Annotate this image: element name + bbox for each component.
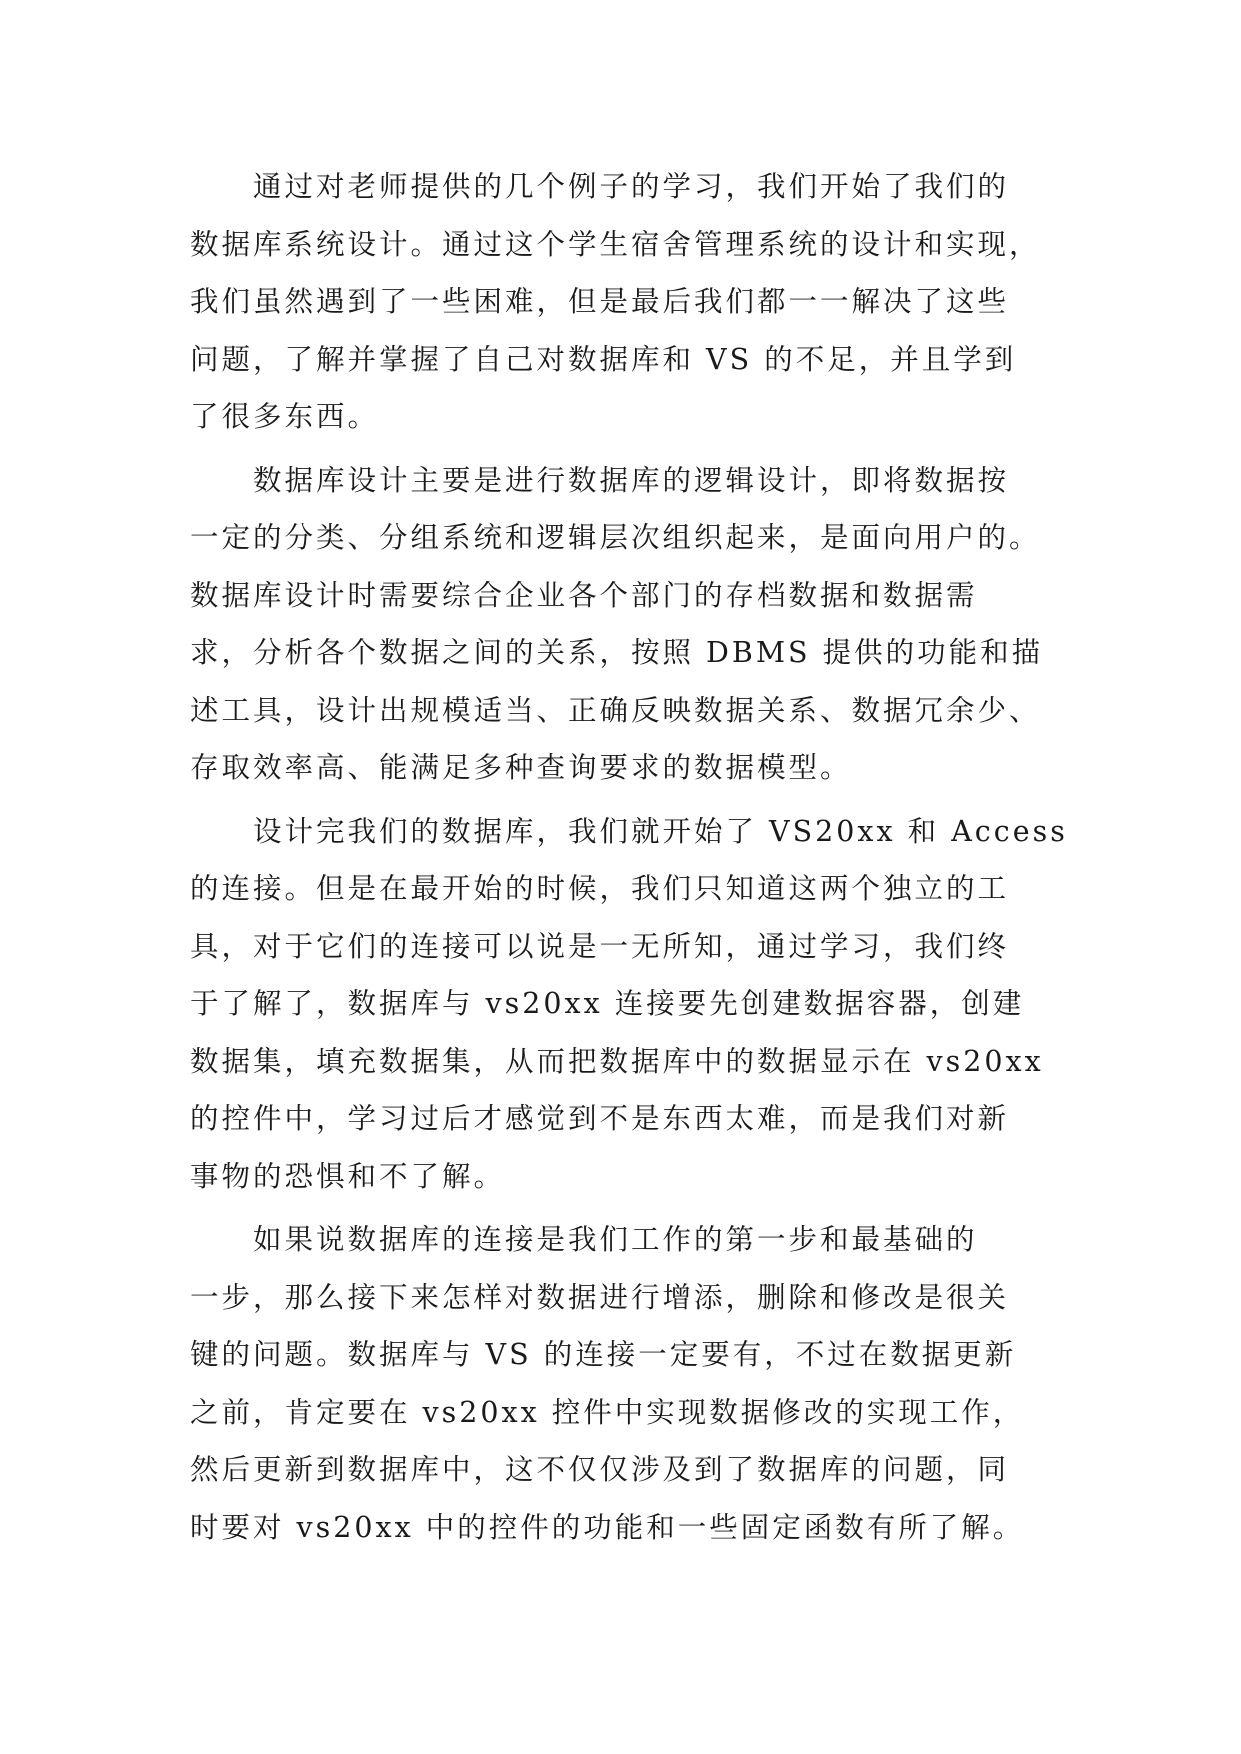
paragraph-line: 了很多东西。 [190,400,380,433]
paragraph-line: 述工具，设计出规模适当、正确反映数据关系、数据冗余少、 [190,693,1041,727]
paragraph-line: 时要对 vs20xx 中的控件的功能和一些固定函数有所了解。 [190,1510,1025,1544]
paragraph-line: 问题，了解并掌握了自己对数据库和 VS 的不足，并且学到 [190,342,1017,376]
paragraph-line: 通过对老师提供的几个例子的学习，我们开始了我们的 [253,170,1010,203]
paragraph-line: 于了解了，数据库与 vs20xx 连接要先创建数据容器，创建 [190,987,1025,1020]
paragraph-line: 设计完我们的数据库，我们就开始了 VS20xx 和 Access [253,814,1068,848]
paragraph-line: 数据库设计时需要综合企业各个部门的存档数据和数据需 [190,578,978,612]
paragraph-line: 数据库设计主要是进行数据库的逻辑设计，即将数据按 [253,463,1010,497]
paragraph-line: 的连接。但是在最开始的时候，我们只知道这两个独立的工 [190,872,1010,905]
paragraph-line: 的控件中，学习过后才感觉到不是东西太难，而是我们对新 [190,1102,1010,1135]
paragraph-line: 我们虽然遇到了一些困难，但是最后我们都一一解决了这些 [190,285,1010,318]
paragraph-line: 之前，肯定要在 vs20xx 控件中实现数据修改的实现工作， [190,1395,1025,1429]
paragraph-line: 数据集，填充数据集，从而把数据库中的数据显示在 vs20xx [190,1044,1044,1078]
paragraph-1 [190,158,1090,446]
paragraph-3 [190,803,1090,1206]
paragraph-line: 事物的恐惧和不了解。 [190,1159,506,1193]
paragraph-line: 一步，那么接下来怎样对数据进行增添，删除和修改是很关 [190,1280,1010,1314]
paragraph-line: 求，分析各个数据之间的关系，按照 DBMS 提供的功能和描 [190,636,1044,669]
paragraph-line: 一定的分类、分组系统和逻辑层次组织起来，是面向用户的。 [190,521,1041,554]
paragraph-2 [190,452,1090,797]
document-body [190,158,1090,1562]
paragraph-line: 数据库系统设计。通过这个学生宿舍管理系统的设计和实现， [190,227,1041,261]
paragraph-line: 具，对于它们的连接可以说是一无所知，通过学习，我们终 [190,929,1010,963]
paragraph-line: 如果说数据库的连接是我们工作的第一步和最基础的 [253,1223,978,1256]
paragraph-line: 存取效率高、能满足多种查询要求的数据模型。 [190,751,852,784]
paragraph-line: 键的问题。数据库与 VS 的连接一定要有，不过在数据更新 [190,1338,1017,1371]
paragraph-line: 然后更新到数据库中，这不仅仅涉及到了数据库的问题，同 [190,1453,1010,1486]
paragraph-4 [190,1211,1090,1556]
